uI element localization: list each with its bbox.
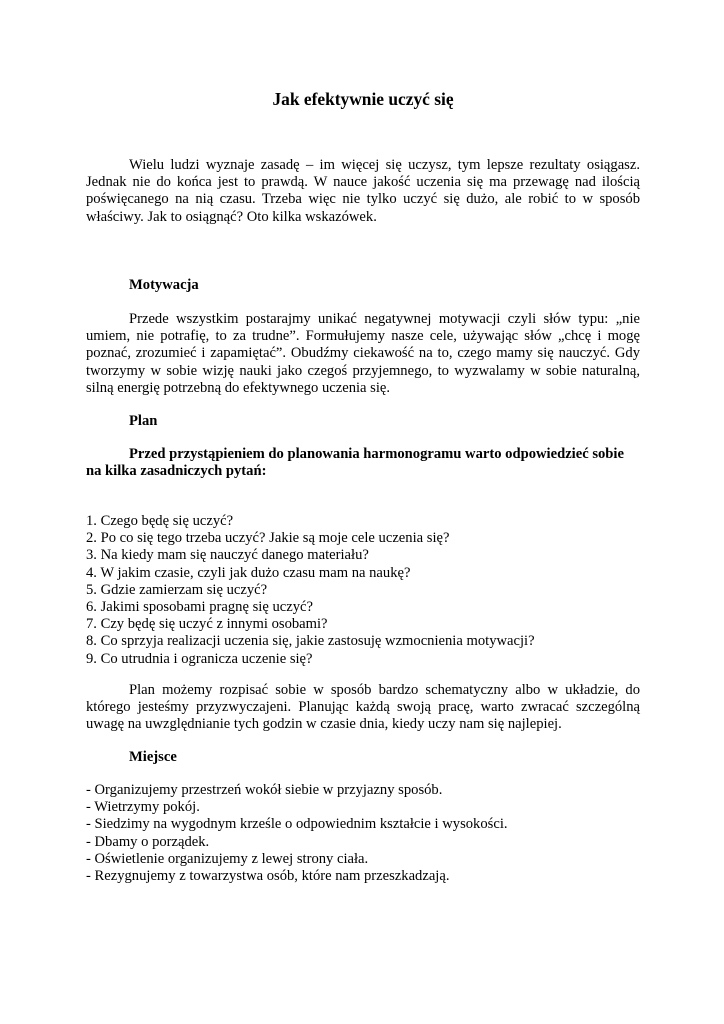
list-item: 7. Czy będę się uczyć z innymi osobami? bbox=[86, 616, 328, 633]
list-item: 6. Jakimi sposobami pragnę się uczyć? bbox=[86, 599, 313, 616]
motivation-heading: Motywacja bbox=[129, 277, 199, 293]
motivation-paragraph: Przede wszystkim postarajmy unikać negatywnej motywacji czyli słów typu: „nie umiem, nie potrafię, to za trudne”. Formułujemy nasze cele, używając słów „chcę i mogę poznać, zrozumieć i zapamiętać”. Obudźmy ciekawość na to, czego mamy się nauczyć. Gdy tworzymy w sobie wizję nauki jako czegoś przyjemnego, to wyzwalamy w sobie naturalną, silną energię potrzebną do efektywnego uczenia się. bbox=[86, 311, 640, 396]
list-item: - Organizujemy przestrzeń wokół siebie w przyjazny sposób. bbox=[86, 782, 443, 798]
plan-questions-list bbox=[86, 513, 640, 668]
list-item: 5. Gdzie zamierzam się uczyć? bbox=[86, 581, 268, 598]
list-item: 9. Co utrudnia i ogranicza uczenie się? bbox=[86, 650, 313, 667]
list-item: 2. Po co się tego trzeba uczyć? Jakie są moje cele uczenia się? bbox=[86, 530, 450, 547]
list-item: - Siedzimy na wygodnym krześle o odpowiednim kształcie i wysokości. bbox=[86, 816, 508, 833]
list-item: 1. Czego będę się uczyć? bbox=[86, 513, 234, 529]
list-item: - Dbamy o porządek. bbox=[86, 833, 210, 850]
plan-lead-paragraph: Przed przystąpieniem do planowania harmonogramu warto odpowiedzieć sobie na kilka zasadniczych pytań: bbox=[86, 446, 624, 480]
place-heading: Miejsce bbox=[129, 749, 177, 765]
place-tips-list bbox=[86, 782, 640, 885]
list-item: - Wietrzymy pokój. bbox=[86, 799, 200, 816]
list-item: 8. Co sprzyja realizacji uczenia się, jakie zastosuję wzmocnienia motywacji? bbox=[86, 633, 535, 650]
list-item: 4. W jakim czasie, czyli jak dużo czasu mam na naukę? bbox=[86, 564, 411, 581]
list-item: - Rezygnujemy z towarzystwa osób, które nam przeszkadzają. bbox=[86, 868, 450, 885]
list-item: 3. Na kiedy mam się nauczyć danego materiału? bbox=[86, 547, 369, 564]
list-item: - Oświetlenie organizujemy z lewej strony ciała. bbox=[86, 850, 369, 867]
document-page bbox=[86, 0, 640, 1024]
intro-paragraph: Wielu ludzi wyznaje zasadę – im więcej się uczysz, tym lepsze rezultaty osiągasz. Jednak nie do końca jest to prawdą. W nauce jakość uczenia się ma przewagę nad ilością poświęcanego na nią czasu. Trzeba więc nie tylko uczyć się dużo, ale robić to w sposób właściwy. Jak to osiągnąć? Oto kilka wskazówek. bbox=[86, 157, 640, 225]
document-title: Jak efektywnie uczyć się bbox=[272, 89, 454, 109]
plan-closing-paragraph: Plan możemy rozpisać sobie w sposób bardzo schematyczny albo w układzie, do którego jesteśmy przyzwyczajeni. Planując każdą swoją pracę, warto zwracać szczególną uwagę na uwzględnianie tych godzin w czasie dnia, kiedy uczy nam się najlepiej. bbox=[86, 682, 640, 733]
plan-heading: Plan bbox=[129, 413, 158, 429]
